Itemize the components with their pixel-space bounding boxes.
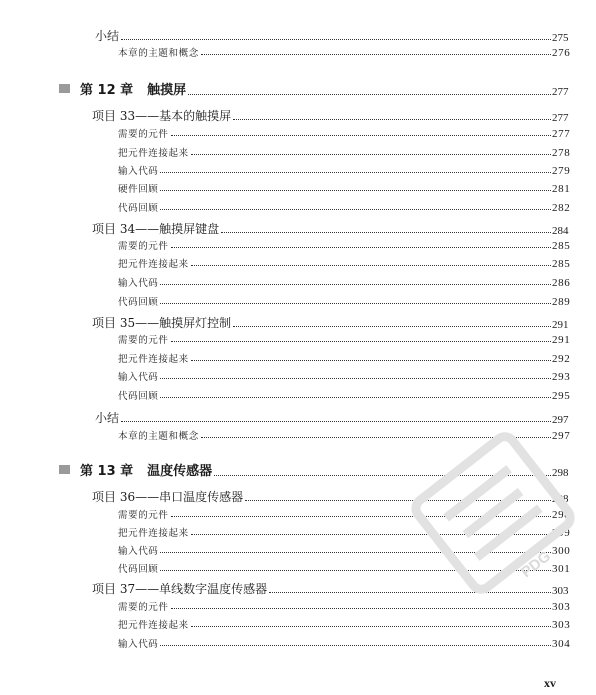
- toc-page-number: 300: [552, 545, 571, 557]
- dot-leader: [171, 607, 551, 609]
- toc-entry[interactable]: [0, 409, 578, 426]
- toc-entry[interactable]: [0, 561, 578, 575]
- dot-leader: [171, 246, 551, 248]
- toc-entry-label: 项目 35——触摸屏灯控制: [92, 316, 232, 330]
- toc-entry[interactable]: [0, 107, 578, 124]
- toc-entry-label: 输入代码: [118, 166, 159, 177]
- toc-entry[interactable]: [0, 27, 578, 44]
- watermark-text: PDG: [517, 547, 555, 582]
- toc-entry-label: 把元件连接起来: [118, 259, 189, 270]
- dot-leader: [188, 93, 551, 95]
- toc-entry-label: 项目 34——触摸屏键盘: [92, 222, 220, 236]
- toc-entry-label: 输入代码: [118, 546, 159, 557]
- dot-leader: [191, 153, 551, 155]
- toc-entry[interactable]: [0, 220, 578, 237]
- toc-entry[interactable]: [0, 314, 578, 331]
- dot-leader: [201, 53, 551, 55]
- toc-entry[interactable]: [0, 294, 578, 308]
- dot-leader: [160, 396, 551, 398]
- toc-page-number: 295: [552, 390, 571, 402]
- toc-entry[interactable]: [0, 163, 578, 177]
- toc-page-number: 275: [552, 32, 569, 44]
- dot-leader: [214, 474, 551, 476]
- toc-page-number: 297: [552, 414, 569, 426]
- toc-entry[interactable]: [0, 275, 578, 289]
- toc-entry[interactable]: [0, 145, 578, 159]
- toc-page-number: 299: [552, 527, 571, 539]
- toc-entry-label: 代码回顾: [118, 564, 159, 575]
- toc-page-number: 285: [552, 258, 571, 270]
- toc-page-number: 286: [552, 277, 571, 289]
- toc-page-number: 277: [552, 128, 571, 140]
- toc-page-number: 293: [552, 371, 571, 383]
- toc-entry-label: 代码回顾: [118, 391, 159, 402]
- dot-leader: [171, 134, 551, 136]
- toc-entry-label: 需要的元件: [118, 510, 169, 521]
- toc-page-number: 281: [552, 183, 571, 195]
- toc-entry-label: 项目 36——串口温度传感器: [92, 490, 244, 504]
- chapter-heading: [59, 460, 212, 479]
- toc-entry-label: 输入代码: [118, 372, 159, 383]
- toc-entry-label: 代码回顾: [118, 297, 159, 308]
- toc-entry[interactable]: [0, 181, 578, 195]
- toc-entry[interactable]: [0, 488, 578, 505]
- dot-leader: [191, 533, 551, 535]
- dot-leader: [160, 171, 551, 173]
- toc-entry[interactable]: [0, 388, 578, 402]
- toc-page-number: 292: [552, 353, 571, 365]
- toc-entry-label: 需要的元件: [118, 129, 169, 140]
- dot-leader: [233, 325, 551, 327]
- dot-leader: [191, 359, 551, 361]
- chapter-number: 第 12 章: [80, 83, 134, 98]
- chapter-marker-icon: [59, 465, 70, 474]
- dot-leader: [160, 189, 551, 191]
- toc-page-number: 303: [552, 585, 569, 597]
- toc-page-number: 301: [552, 563, 571, 575]
- dot-leader: [160, 377, 551, 379]
- toc-entry-label: 需要的元件: [118, 335, 169, 346]
- toc-entry-label: 小结: [95, 411, 120, 425]
- dot-leader: [269, 591, 551, 593]
- toc-entry[interactable]: [0, 351, 578, 365]
- toc-page-number: 298: [552, 509, 571, 521]
- toc-entry-label: 输入代码: [118, 639, 159, 650]
- chapter-title: 温度传感器: [147, 464, 213, 479]
- dot-leader: [160, 569, 551, 571]
- toc-entry-label: 把元件连接起来: [118, 148, 189, 159]
- toc-entry[interactable]: [0, 238, 578, 252]
- toc-entry-label: 需要的元件: [118, 241, 169, 252]
- dot-leader: [233, 118, 551, 120]
- toc-page-number: 304: [552, 638, 571, 650]
- toc-page-number: 291: [552, 334, 571, 346]
- toc-entry-label: 小结: [95, 29, 120, 43]
- toc-entry-label: 把元件连接起来: [118, 528, 189, 539]
- dot-leader: [221, 231, 551, 233]
- toc-entry[interactable]: [0, 543, 578, 557]
- toc-chapter-entry[interactable]: [59, 460, 578, 479]
- toc-page-number: 298: [552, 493, 569, 505]
- toc-entry[interactable]: [0, 525, 578, 539]
- toc-page-number: 279: [552, 165, 571, 177]
- toc-entry[interactable]: [0, 256, 578, 270]
- toc-page-number: 284: [552, 225, 569, 237]
- dot-leader: [171, 340, 551, 342]
- toc-entry[interactable]: [0, 369, 578, 383]
- toc-entry[interactable]: [0, 507, 578, 521]
- toc-entry[interactable]: [0, 45, 578, 59]
- chapter-marker-icon: [59, 84, 70, 93]
- dot-leader: [121, 420, 551, 422]
- toc-entry[interactable]: [0, 200, 578, 214]
- toc-page-number: 277: [552, 112, 569, 124]
- toc-entry[interactable]: [0, 126, 578, 140]
- toc-page-number: 289: [552, 296, 571, 308]
- chapter-heading: [59, 79, 186, 98]
- page-folio: xv: [544, 676, 556, 690]
- toc-entry[interactable]: [0, 428, 578, 442]
- dot-leader: [245, 499, 551, 501]
- chapter-title: 触摸屏: [147, 83, 187, 98]
- toc-page-number: 291: [552, 319, 569, 331]
- toc-page-number: 297: [552, 430, 571, 442]
- toc-entry-label: 项目 37——单线数字温度传感器: [92, 582, 268, 596]
- toc-page-number: 282: [552, 202, 571, 214]
- toc-entry[interactable]: [0, 617, 578, 631]
- toc-page-number: 277: [552, 86, 569, 98]
- toc-page-number: 303: [552, 619, 571, 631]
- toc-entry-label: 把元件连接起来: [118, 620, 189, 631]
- toc-entry-label: 需要的元件: [118, 602, 169, 613]
- toc-chapter-entry[interactable]: [59, 79, 578, 98]
- dot-leader: [160, 551, 551, 553]
- toc-entry[interactable]: [0, 332, 578, 346]
- dot-leader: [201, 436, 551, 438]
- toc-entry-label: 代码回顾: [118, 203, 159, 214]
- toc-entry[interactable]: [0, 580, 578, 597]
- toc-entry-label: 项目 33——基本的触摸屏: [92, 109, 232, 123]
- toc-entry-label: 本章的主题和概念: [118, 431, 199, 442]
- toc-page-number: 298: [552, 467, 569, 479]
- dot-leader: [121, 38, 551, 40]
- toc-entry[interactable]: [0, 599, 578, 613]
- toc-page-number: 285: [552, 240, 571, 252]
- chapter-number: 第 13 章: [80, 464, 134, 479]
- toc-page-number: 278: [552, 147, 571, 159]
- dot-leader: [160, 302, 551, 304]
- toc-entry-label: 硬件回顾: [118, 184, 159, 195]
- dot-leader: [160, 208, 551, 210]
- toc-entry-label: 把元件连接起来: [118, 354, 189, 365]
- dot-leader: [160, 644, 551, 646]
- dot-leader: [160, 283, 551, 285]
- toc-page-number: 303: [552, 601, 571, 613]
- toc-entry-label: 本章的主题和概念: [118, 48, 199, 59]
- dot-leader: [171, 515, 551, 517]
- toc-entry[interactable]: [0, 636, 578, 650]
- dot-leader: [191, 264, 551, 266]
- toc-entry-label: 输入代码: [118, 278, 159, 289]
- toc-page-number: 276: [552, 47, 571, 59]
- dot-leader: [191, 625, 551, 627]
